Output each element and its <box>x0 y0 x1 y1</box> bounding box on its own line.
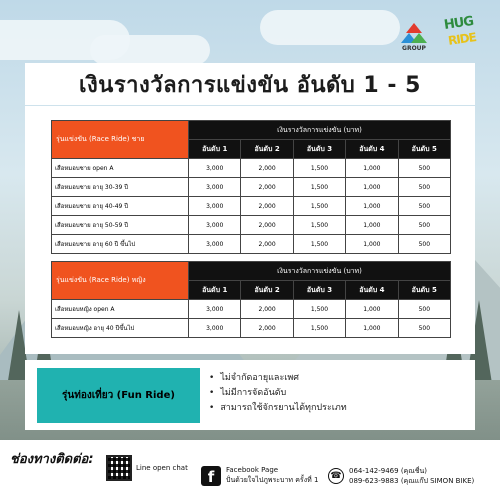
table-row <box>52 216 451 235</box>
female-category-header: รุ่นแข่งขัน (Race Ride) หญิง <box>52 262 189 300</box>
category-cell: เสือหมอบหญิง อายุ 40 ปีขึ้นไป <box>52 319 189 338</box>
prize-cell: 500 <box>398 235 450 254</box>
category-cell: เสือหมอบชาย open A <box>52 159 189 178</box>
male-prize-header: เงินรางวัลการแข่งขัน (บาท) <box>189 121 451 140</box>
facebook-page-name: ปั่นด้วยใจไปภูพระบาท ครั้งที่ 1 <box>226 476 319 484</box>
hug-ride-logo <box>442 12 486 52</box>
prize-cell: 2,000 <box>241 159 293 178</box>
facebook-page-link[interactable] <box>226 465 318 485</box>
prize-cell: 1,500 <box>293 216 345 235</box>
rank-header: อันดับ 3 <box>293 140 345 159</box>
rank-header: อันดับ 5 <box>398 281 450 300</box>
prize-cell: 2,000 <box>241 216 293 235</box>
prize-cell: 1,500 <box>293 300 345 319</box>
female-prize-header: เงินรางวัลการแข่งขัน (บาท) <box>189 262 451 281</box>
prize-cell: 1,000 <box>346 319 398 338</box>
contact-title: ช่องทางติดต่อ: <box>10 452 94 467</box>
prize-cell: 1,000 <box>346 300 398 319</box>
rank-header: อันดับ 1 <box>189 281 241 300</box>
rank-header: อันดับ 2 <box>241 281 293 300</box>
prize-cell: 500 <box>398 300 450 319</box>
prize-cell: 1,500 <box>293 159 345 178</box>
line-qr-code[interactable] <box>106 455 132 481</box>
prize-cell: 1,500 <box>293 235 345 254</box>
category-cell: เสือหมอบหญิง open A <box>52 300 189 319</box>
table-row <box>52 159 451 178</box>
rank-header: อันดับ 4 <box>346 140 398 159</box>
prize-card <box>25 106 475 354</box>
title-banner <box>25 63 475 105</box>
prize-cell: 500 <box>398 159 450 178</box>
table-row <box>52 235 451 254</box>
category-cell: เสือหมอบชาย อายุ 40-49 ปี <box>52 197 189 216</box>
prize-cell: 1,000 <box>346 197 398 216</box>
facebook-icon: f <box>201 466 221 486</box>
prize-cell: 2,000 <box>241 319 293 338</box>
rank-header: อันดับ 2 <box>241 140 293 159</box>
prize-cell: 3,000 <box>189 216 241 235</box>
prize-cell: 3,000 <box>189 235 241 254</box>
table-row <box>52 300 451 319</box>
female-prize-table <box>51 261 451 338</box>
prize-cell: 2,000 <box>241 235 293 254</box>
phone-number[interactable]: 089-623-9883 (คุณแก๊ป SIMON BIKE) <box>349 477 475 485</box>
category-cell: เสือหมอบชาย อายุ 50-59 ปี <box>52 216 189 235</box>
logo-group-label: GROUP <box>402 45 426 52</box>
fun-ride-card <box>25 360 475 430</box>
prize-cell: 1,500 <box>293 178 345 197</box>
page-title: เงินรางวัลการแข่งขัน อันดับ 1 - 5 <box>79 72 421 98</box>
table-row <box>52 319 451 338</box>
prize-cell: 2,000 <box>241 178 293 197</box>
prize-cell: 1,500 <box>293 319 345 338</box>
logo-hug-text: HUG <box>443 14 475 33</box>
rank-header: อันดับ 4 <box>346 281 398 300</box>
prize-cell: 3,000 <box>189 178 241 197</box>
rank-header: อันดับ 5 <box>398 140 450 159</box>
prize-cell: 500 <box>398 216 450 235</box>
prize-cell: 3,000 <box>189 159 241 178</box>
prize-cell: 1,500 <box>293 197 345 216</box>
phone-icon: ☎ <box>328 468 344 484</box>
phone-numbers <box>349 466 474 486</box>
tsm-group-logo <box>396 23 432 52</box>
fun-ride-list <box>209 371 347 416</box>
prize-cell: 1,000 <box>346 216 398 235</box>
fun-ride-label: รุ่นท่องเที่ยว (Fun Ride) <box>37 368 200 423</box>
list-item: • ไม่มีการจัดอันดับ <box>209 386 347 401</box>
line-open-chat-link[interactable]: Line open chat <box>136 464 188 472</box>
table-row <box>52 197 451 216</box>
sponsor-logos <box>396 12 486 52</box>
table-row <box>52 178 451 197</box>
prize-cell: 2,000 <box>241 197 293 216</box>
rank-header: อันดับ 1 <box>189 140 241 159</box>
facebook-page-label: Facebook Page <box>226 466 279 474</box>
prize-cell: 3,000 <box>189 197 241 216</box>
prize-cell: 1,000 <box>346 235 398 254</box>
prize-cell: 1,000 <box>346 178 398 197</box>
male-category-header: รุ่นแข่งขัน (Race Ride) ชาย <box>52 121 189 159</box>
list-item: • สามารถใช้จักรยานได้ทุกประเภท <box>209 401 347 416</box>
prize-cell: 3,000 <box>189 300 241 319</box>
prize-cell: 2,000 <box>241 300 293 319</box>
category-cell: เสือหมอบชาย อายุ 60 ปี ขึ้นไป <box>52 235 189 254</box>
prize-cell: 1,000 <box>346 159 398 178</box>
male-prize-table <box>51 120 451 254</box>
prize-cell: 3,000 <box>189 319 241 338</box>
rank-header: อันดับ 3 <box>293 281 345 300</box>
prize-cell: 500 <box>398 197 450 216</box>
contact-bar <box>0 440 500 500</box>
list-item: • ไม่จำกัดอายุและเพศ <box>209 371 347 386</box>
category-cell: เสือหมอบชาย อายุ 30-39 ปี <box>52 178 189 197</box>
prize-cell: 500 <box>398 178 450 197</box>
logo-ride-text: RIDE <box>447 30 477 48</box>
prize-cell: 500 <box>398 319 450 338</box>
phone-number[interactable]: 064-142-9469 (คุณชื่น) <box>349 467 427 475</box>
